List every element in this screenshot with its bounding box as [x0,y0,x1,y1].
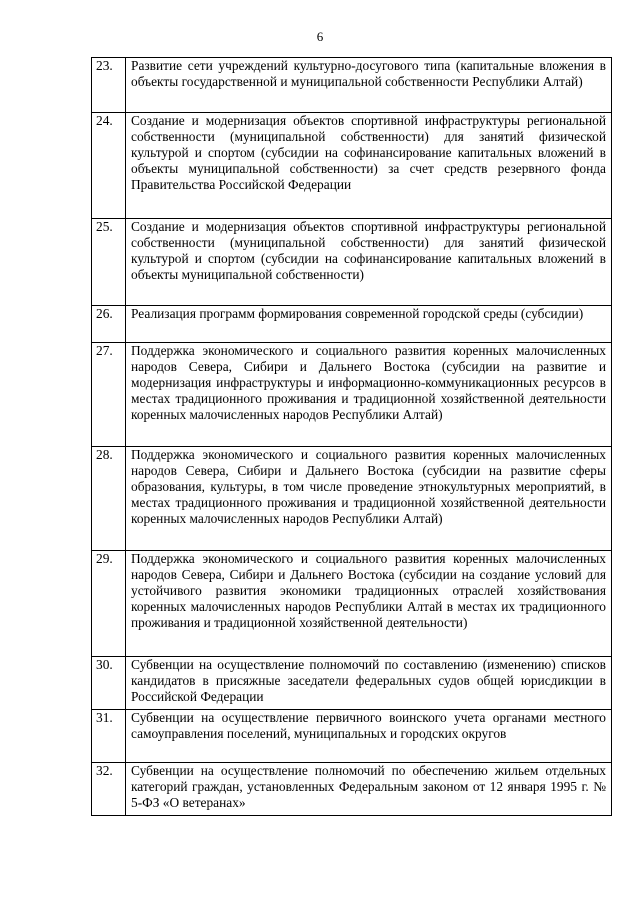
row-number: 32. [92,763,126,816]
table-row [92,657,612,710]
row-text: Поддержка экономического и социального развития коренных малочисленных народов Севера, Сибири и Дальнего Востока (субсидии на развитие сферы образования, культуры, в том числе проведение этнокультурных мероприятий, в местах традиционного проживания и традиционной хозяйственной деятельности коренных малочисленных народов Республики Алтай) [126,447,612,551]
row-text: Субвенции на осуществление первичного воинского учета органами местного самоуправления поселений, муниципальных и городских округов [126,710,612,763]
table-row [92,58,612,113]
row-text: Субвенции на осуществление полномочий по составлению (изменению) списков кандидатов в присяжные заседатели федеральных судов общей юрисдикции в Российской Федерации [126,657,612,710]
row-text: Создание и модернизация объектов спортивной инфраструктуры региональной собственности (муниципальной собственности) для занятий физической культурой и спортом (субсидии на софинансирование капитальных вложений в объекты муниципальной собственности) за счет средств резервного фонда Правительства Российской Федерации [126,113,612,219]
document-table [91,57,612,816]
table-row [92,447,612,551]
table-row [92,551,612,657]
row-text: Субвенции на осуществление полномочий по обеспечению жильем отдельных категорий граждан, установленных Федеральным законом от 12 января 1995 г. № 5-ФЗ «О ветеранах» [126,763,612,816]
row-number: 23. [92,58,126,113]
table-row [92,219,612,306]
table-row [92,710,612,763]
row-number: 26. [92,306,126,343]
row-number: 28. [92,447,126,551]
page-number: 6 [316,29,324,44]
row-text: Создание и модернизация объектов спортивной инфраструктуры региональной собственности (муниципальной собственности) для занятий физической культурой и спортом (субсидии на софинансирование капитальных вложений в объекты муниципальной собственности) [126,219,612,306]
row-text: Развитие сети учреждений культурно-досугового типа (капитальные вложения в объекты государственной и муниципальной собственности Республики Алтай) [126,58,612,113]
row-number: 24. [92,113,126,219]
table-row [92,306,612,343]
row-number: 31. [92,710,126,763]
row-number: 29. [92,551,126,657]
row-text: Поддержка экономического и социального развития коренных малочисленных народов Севера, Сибири и Дальнего Востока (субсидии на создание условий для устойчивого развития экономики традиционных отраслей хозяйствования коренных малочисленных народов Республики Алтай в местах их традиционного проживания и традиционной хозяйственной деятельности) [126,551,612,657]
row-text: Поддержка экономического и социального развития коренных малочисленных народов Севера, Сибири и Дальнего Востока (субсидии на развитие и модернизация инфраструктуры и информационно-коммуникационных ресурсов в местах традиционного проживания и традиционной хозяйственной деятельности коренных малочисленных народов Республики Алтай) [126,343,612,447]
row-number: 25. [92,219,126,306]
table-row [92,763,612,816]
table-row [92,343,612,447]
row-text: Реализация программ формирования современной городской среды (субсидии) [126,306,612,343]
row-number: 27. [92,343,126,447]
table-row [92,113,612,219]
row-number: 30. [92,657,126,710]
